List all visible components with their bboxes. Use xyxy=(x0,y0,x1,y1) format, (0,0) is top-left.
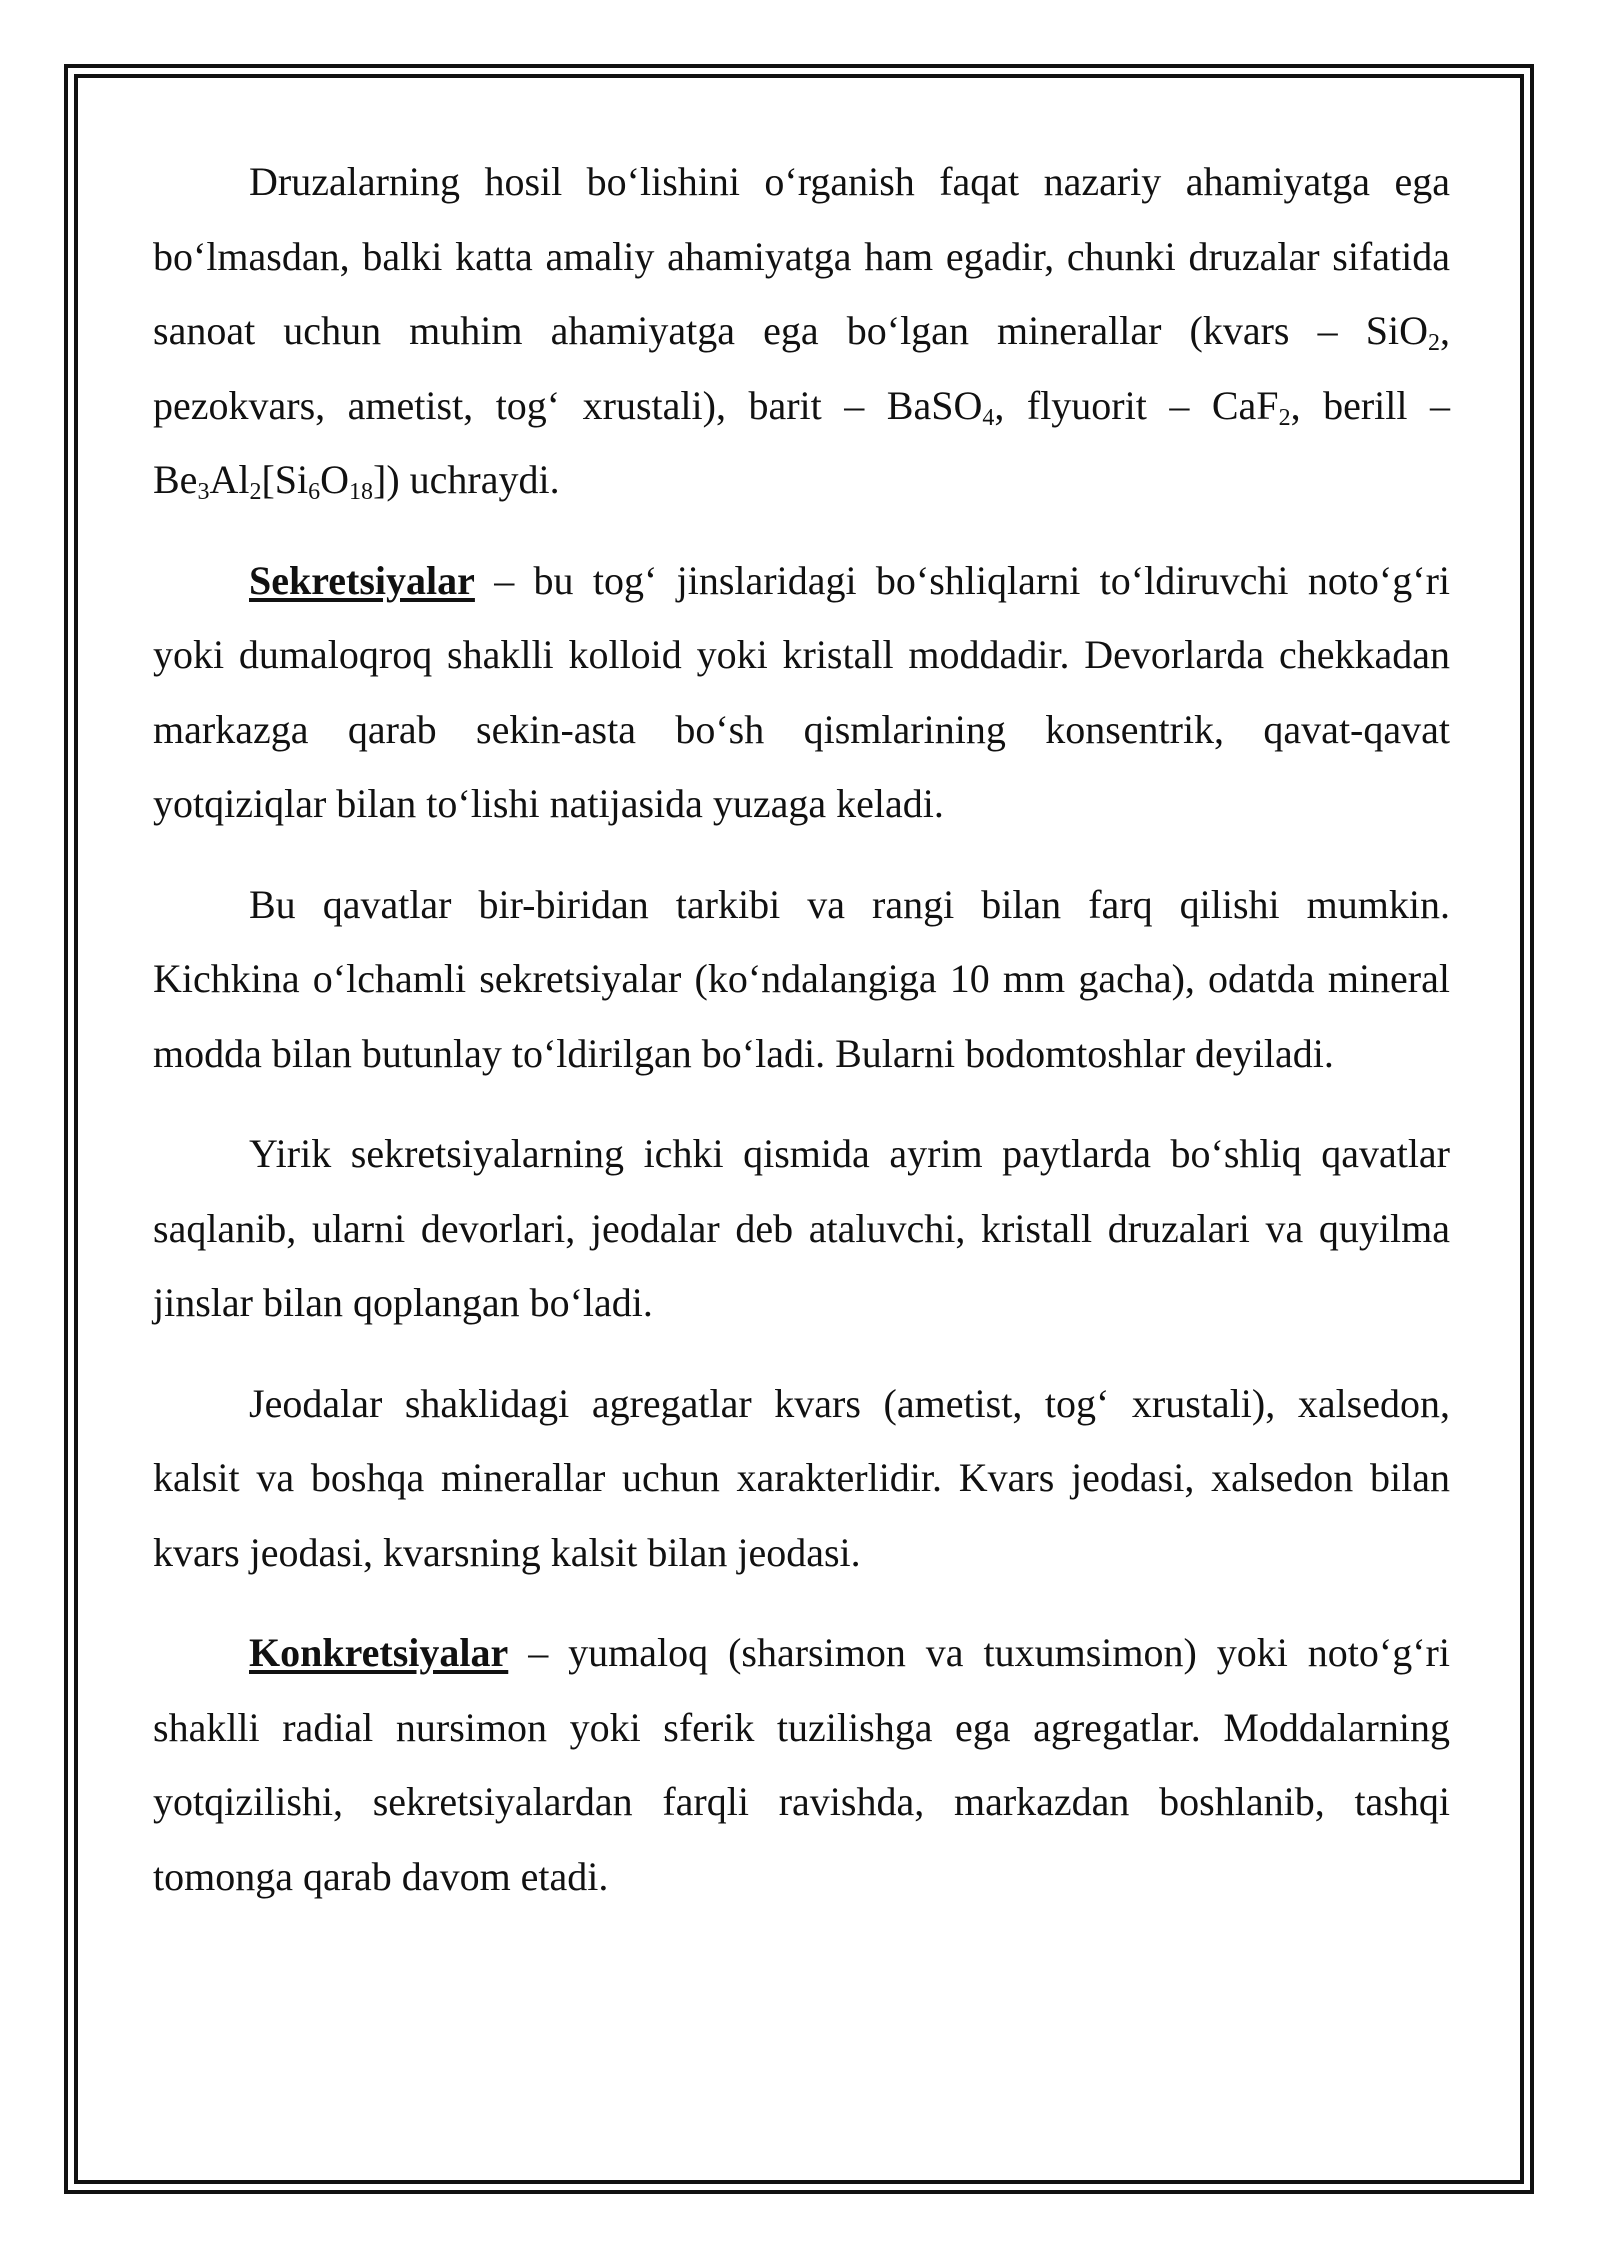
text-segment: Jeodalar shaklidagi agregatlar kvars (ametist, tog‘ xrustali), xalsedon, kalsit va boshqa minerallar uchun xarakterlidir. Kvars jeodasi, xalsedon bilan kvars jeodasi, kvarsning kalsit bilan jeodasi. xyxy=(153,1380,1450,1575)
text-segment: ]) uchraydi. xyxy=(373,457,560,502)
subscript: 2 xyxy=(249,479,262,505)
subscript: 6 xyxy=(308,479,321,505)
paragraph-qavatlar xyxy=(153,868,1450,1092)
text-segment: O xyxy=(320,457,350,502)
paragraph-yirik-sekretsiyalar xyxy=(153,1117,1450,1341)
document-body xyxy=(153,145,1450,1940)
subscript: 18 xyxy=(349,479,374,505)
subscript: 2 xyxy=(1428,330,1440,356)
paragraph-druzalar xyxy=(153,145,1450,518)
subscript: 3 xyxy=(197,479,210,505)
text-segment: Al xyxy=(209,457,250,502)
text-segment: Druzalarning hosil bo‘lishini o‘rganish faqat nazariy ahamiyatga ega bo‘lmasdan, balki katta amaliy ahamiyatga ham egadir, chunki druzalar sifatida sanoat uchun muhim ahamiyatga ega bo‘lgan minerallar (kvars – SiO xyxy=(153,159,1450,353)
text-segment: – bu tog‘ jinslaridagi bo‘shliqlarni to‘ldiruvchi noto‘g‘ri yoki dumaloqroq shaklli kolloid yoki kristall moddadir. Devorlarda chekkadan markazga qarab sekin-asta bo‘sh qismlarining konsentrik, qavat-qavat yotqiziqlar bilan to‘lishi natijasida yuzaga keladi. xyxy=(153,557,1450,826)
text-segment: [Si xyxy=(261,457,309,502)
text-segment: , berill – Be xyxy=(153,382,1450,502)
subscript: 2 xyxy=(1278,404,1291,431)
text-segment: Bu qavatlar bir-biridan tarkibi va rangi bilan farq qilishi mumkin. Kichkina o‘lchamli sekretsiyalar (ko‘ndalangiga 10 mm gacha), odatda mineral modda bilan butunlay to‘ldirilgan bo‘ladi. Bularni bodomtoshlar deyiladi. xyxy=(153,881,1450,1076)
term-sekretsiyalar: Sekretsiyalar xyxy=(249,557,475,603)
text-segment: , flyuorit – CaF xyxy=(994,382,1279,428)
paragraph-konkretsiyalar xyxy=(153,1616,1450,1914)
term-konkretsiyalar: Konkretsiyalar xyxy=(249,1630,509,1675)
paragraph-jeodalar xyxy=(153,1367,1450,1591)
text-segment: , pezokvars, ametist, tog‘ xrustali), barit – BaSO xyxy=(153,308,1450,428)
paragraph-sekretsiyalar xyxy=(153,544,1450,842)
text-segment: – yumaloq (sharsimon va tuxumsimon) yoki noto‘g‘ri shaklli radial nursimon yoki sferik tuzilishga ega agregatlar. Moddalarning yotqizilishi, sekretsiyalardan farqli ravishda, markazdan boshlanib, tashqi tomonga qarab davom etadi. xyxy=(153,1630,1450,1899)
subscript: 4 xyxy=(982,404,995,431)
text-segment: Yirik sekretsiyalarning ichki qismida ayrim paytlarda bo‘shliq qavatlar saqlanib, ularni devorlari, jeodalar deb ataluvchi, kristall druzalari va quyilma jinslar bilan qoplangan bo‘ladi. xyxy=(153,1131,1450,1325)
